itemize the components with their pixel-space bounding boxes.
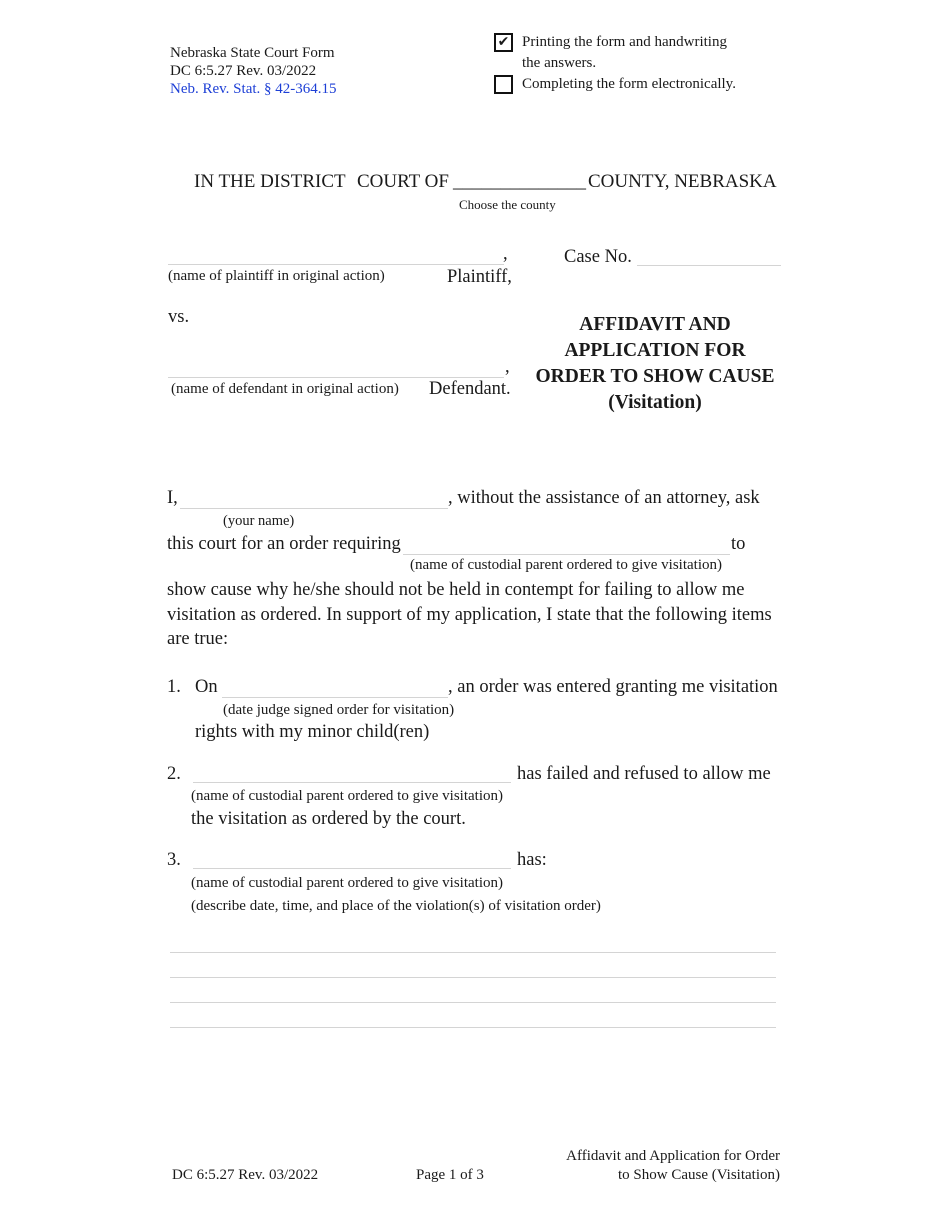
item1-cont: rights with my minor child(ren) [195,722,430,742]
form-name: Nebraska State Court Form [170,45,335,61]
defendant-label: Defendant. [429,379,511,399]
item3-number: 3. [167,850,181,870]
title-line-4: (Visitation) [608,392,702,413]
statute-link[interactable]: Neb. Rev. Stat. § 42-364.15 [170,81,337,97]
item2-custodial-field[interactable] [193,762,511,783]
footer-page: Page 1 of 3 [416,1167,484,1183]
plaintiff-label: Plaintiff, [447,267,512,287]
your-name-hint: (your name) [223,513,295,529]
footer-title-line2: to Show Cause (Visitation) [617,1167,780,1183]
item3-hint2: (describe date, time, and place of the violation(s) of visitation order) [191,898,601,914]
violation-line-3[interactable] [170,982,776,1003]
defendant-hint: (name of defendant in original action) [171,381,399,397]
item2-hint: (name of custodial parent ordered to give visitation) [191,788,503,804]
county-hint: Choose the county [459,197,556,212]
case-no-label: Case No. [564,247,632,267]
item3-hint: (name of custodial parent ordered to give visitation) [191,875,503,891]
case-number-field[interactable] [637,245,781,266]
your-name-field[interactable] [180,488,448,509]
to-label: to [731,534,746,554]
defendant-name-field[interactable] [168,357,504,378]
footer-title-line1: Affidavit and Application for Order [566,1148,780,1164]
order-date-field[interactable] [222,677,448,698]
plaintiff-hint: (name of plaintiff in original action) [168,268,385,284]
i-prefix: I, [167,488,178,508]
print-option-label: Printing the form and handwriting [522,34,727,50]
item3-custodial-field[interactable] [193,848,511,869]
electronic-option-label: Completing the form electronically. [522,76,736,92]
show-cause-paragraph: show cause why he/she should not be held in contempt for failing to allow me visitation as ordered. In support of my application, I state that the following items are true: [167,580,772,649]
electronic-checkbox[interactable] [494,75,513,94]
item1-hint: (date judge signed order for visitation) [223,702,455,718]
court-prefix: IN THE DISTRICT [194,171,346,192]
violation-line-1[interactable] [170,932,776,953]
vs-label: vs. [168,307,190,327]
form-code: DC 6:5.27 Rev. 03/2022 [170,63,317,79]
i-suffix: , without the assistance of an attorney, ask [448,488,760,508]
defendant-comma: , [505,357,510,377]
plaintiff-comma: , [503,244,508,264]
item1-on: On [195,677,218,697]
custodial-hint: (name of custodial parent ordered to give visitation) [410,557,722,573]
print-handwrite-checkbox[interactable] [494,33,513,52]
item2-after: has failed and refused to allow me [517,764,771,784]
custodial-parent-field[interactable] [403,534,730,555]
court-of: COURT OF [357,171,449,192]
footer-code: DC 6:5.27 Rev. 03/2022 [172,1167,319,1183]
plaintiff-name-field[interactable] [168,244,504,265]
title-line-1: AFFIDAVIT AND [579,314,731,335]
title-line-2: APPLICATION FOR [564,340,746,361]
title-line-3: ORDER TO SHOW CAUSE [535,366,775,387]
item2-number: 2. [167,764,181,784]
county-blank[interactable]: ______________ [453,171,586,192]
document-title [520,312,790,416]
item1-after: , an order was entered granting me visitation [448,677,778,697]
item3-after: has: [517,850,547,870]
violation-line-2[interactable] [170,957,776,978]
check-icon: ✔ [497,34,510,50]
court-order-text: this court for an order requiring [167,534,401,554]
court-suffix: COUNTY, NEBRASKA [588,171,777,192]
item1-number: 1. [167,677,181,697]
violation-line-4[interactable] [170,1007,776,1028]
item2-cont: the visitation as ordered by the court. [191,809,466,829]
print-option-label-cont: the answers. [522,55,597,71]
